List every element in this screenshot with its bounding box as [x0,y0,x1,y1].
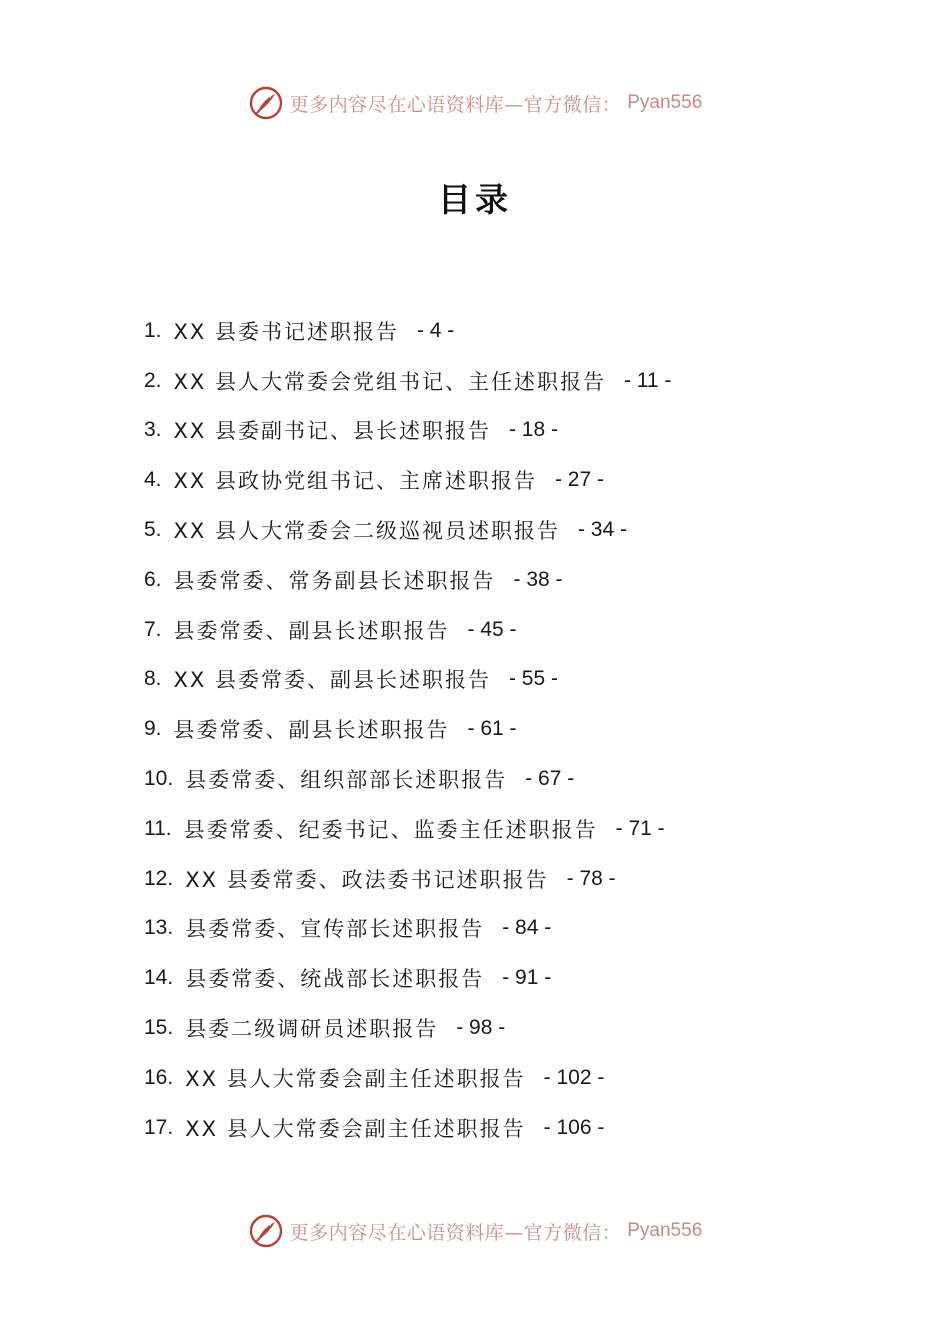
toc-entry-number: 9. [144,717,162,741]
watermark-text: 更多内容尽在心语资料库—官方微信： [289,1221,622,1244]
toc-entry-page: - 55 - [508,667,558,691]
header-watermark [0,83,950,123]
watermark-text: 更多内容尽在心语资料库—官方微信： [289,93,622,116]
toc-entry-number: 4. [144,468,162,492]
toc-entry-title: 县委常委、副县长述职报告 [173,718,450,743]
toc-entry-page: - 45 - [467,617,517,641]
toc-entry[interactable] [144,505,884,555]
toc-entry-title: XX 县委常委、副县长述职报告 [173,668,491,693]
toc-entry-title: 县委常委、宣传部长述职报告 [185,917,485,942]
toc-entry-number: 2. [144,368,162,392]
toc-entry-page: - 11 - [623,368,672,392]
toc-entry[interactable] [144,704,884,754]
toc-entry-number: 13. [144,916,174,940]
toc-entry-page: - 91 - [502,966,552,990]
toc-entry-page: - 67 - [525,767,575,791]
toc-entry-page: - 106 - [543,1115,605,1139]
toc-entry-title: 县委常委、常务副县长述职报告 [173,568,496,593]
toc-entry-page: - 84 - [502,916,552,940]
toc-entry[interactable] [144,854,884,904]
toc-entry-title: 县委常委、组织部部长述职报告 [185,768,508,793]
toc-entry[interactable] [144,406,884,456]
toc-entry[interactable] [144,455,884,505]
toc-entry-page: - 18 - [508,418,558,442]
toc-entry-title: 县委二级调研员述职报告 [185,1017,439,1042]
toc-entry-number: 16. [144,1065,174,1089]
footer-watermark [0,1211,950,1251]
feather-pen-logo-icon [248,85,284,121]
toc-entry[interactable] [144,804,884,854]
toc-entry-title: 县委常委、副县长述职报告 [173,618,450,643]
toc-entry-page: - 71 - [615,816,665,840]
toc-entry-number: 8. [144,667,162,691]
toc-entry-title: XX 县人大常委会副主任述职报告 [185,1116,526,1141]
toc-entry-number: 11. [144,816,172,840]
toc-entry-number: 14. [144,966,174,990]
toc-entry-number: 3. [144,418,162,442]
toc-entry-page: - 102 - [543,1065,605,1089]
toc-entry[interactable] [144,953,884,1003]
toc-entry-number: 7. [144,617,162,641]
toc-entry[interactable] [144,555,884,605]
page-title: 目录 [438,180,512,219]
toc-entry-title: 县委常委、纪委书记、监委主任述职报告 [183,817,598,842]
toc-entry-page: - 4 - [416,318,455,342]
toc-entry-title: XX 县人大常委会副主任述职报告 [185,1066,526,1091]
toc-entry-page: - 61 - [467,717,517,741]
toc-entry[interactable] [144,1003,884,1053]
toc-entry-title: XX 县政协党组书记、主席述职报告 [173,469,537,494]
toc-entry-number: 15. [144,1016,174,1040]
toc-entry-number: 17. [144,1115,174,1139]
toc-entry-number: 1. [144,318,162,342]
toc-entry-page: - 27 - [554,468,604,492]
toc-entry[interactable] [144,1053,884,1103]
toc-entry[interactable] [144,655,884,705]
toc-entry-title: XX 县人大常委会党组书记、主任述职报告 [173,369,606,394]
toc-entry-page: - 78 - [566,866,616,890]
toc-entry-title: XX 县委副书记、县长述职报告 [173,419,491,444]
toc-entry-number: 10. [144,767,174,791]
toc-list [144,306,884,1153]
toc-entry[interactable] [144,605,884,655]
toc-entry-page: - 34 - [577,518,627,542]
toc-entry[interactable] [144,356,884,406]
toc-entry-page: - 38 - [513,567,563,591]
toc-entry[interactable] [144,754,884,804]
toc-entry[interactable] [144,1103,884,1153]
toc-entry-title: XX 县人大常委会二级巡视员述职报告 [173,519,560,544]
toc-entry[interactable] [144,904,884,954]
feather-pen-logo-icon [248,1213,284,1249]
watermark-handle: Pyan556 [627,1220,703,1241]
toc-entry[interactable] [144,306,884,356]
toc-entry-title: XX 县委书记述职报告 [173,319,399,344]
toc-entry-number: 6. [144,567,162,591]
watermark-handle: Pyan556 [627,92,703,113]
toc-entry-page: - 98 - [456,1016,506,1040]
toc-entry-number: 5. [144,518,162,542]
toc-entry-title: 县委常委、统战部长述职报告 [185,967,485,992]
toc-entry-title: XX 县委常委、政法委书记述职报告 [185,867,549,892]
toc-entry-number: 12. [144,866,174,890]
